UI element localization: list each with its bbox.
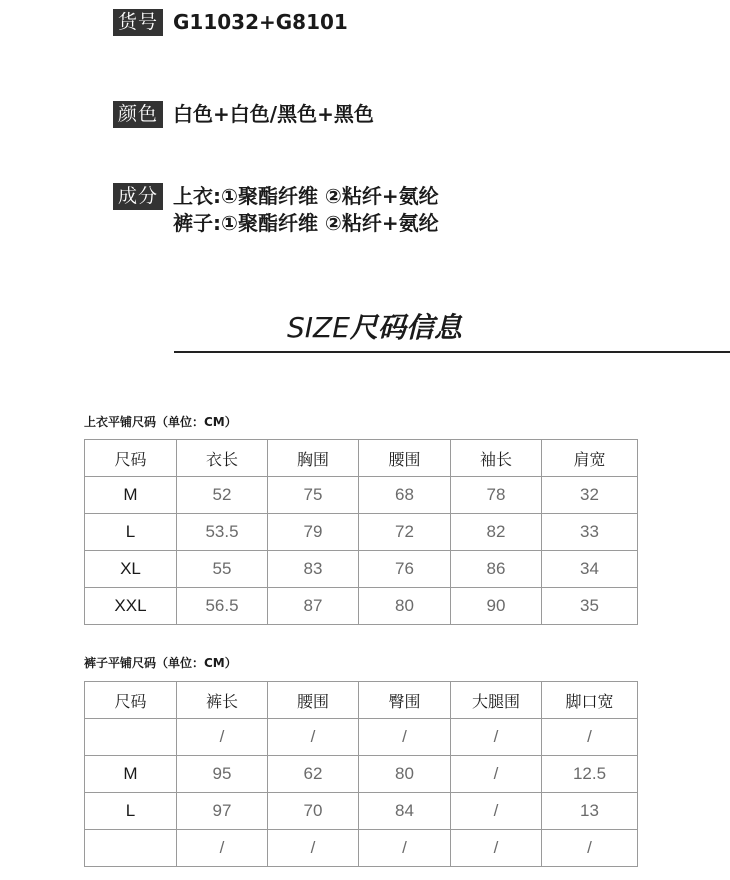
measurement-cell: 55 <box>177 551 268 588</box>
measurement-cell: 80 <box>359 588 451 625</box>
table-header-cell: 臀围 <box>359 682 451 719</box>
measurement-cell: 62 <box>268 756 359 793</box>
measurement-cell: / <box>177 830 268 867</box>
product-material-row <box>113 183 439 237</box>
table-row <box>85 793 638 830</box>
table-header-cell: 腰围 <box>359 440 451 477</box>
size-label-cell: M <box>85 756 177 793</box>
measurement-cell: 68 <box>359 477 451 514</box>
product-material-label: 成分 <box>113 183 163 210</box>
table-header-cell: 胸围 <box>268 440 359 477</box>
title-divider <box>174 351 730 353</box>
top-table-caption: 上衣平铺尺码（单位：CM） <box>84 415 237 429</box>
measurement-cell: 52 <box>177 477 268 514</box>
product-code-row <box>113 9 348 36</box>
measurement-cell: 32 <box>542 477 638 514</box>
measurement-cell: 95 <box>177 756 268 793</box>
measurement-cell: 90 <box>451 588 542 625</box>
product-color-value: 白色+白色/黑色+黑色 <box>173 102 374 126</box>
measurement-cell: / <box>451 793 542 830</box>
product-code-label: 货号 <box>113 9 163 36</box>
measurement-cell: 87 <box>268 588 359 625</box>
table-row <box>85 588 638 625</box>
measurement-cell: / <box>359 719 451 756</box>
size-title-zh: 尺码信息 <box>349 311 462 344</box>
table-header-cell: 衣长 <box>177 440 268 477</box>
measurement-cell: / <box>451 756 542 793</box>
size-label-cell: M <box>85 477 177 514</box>
measurement-cell: 80 <box>359 756 451 793</box>
table-header-cell: 脚口宽 <box>542 682 638 719</box>
table-row <box>85 756 638 793</box>
material-pants-value: 裤子:①聚酯纤维 ②粘纤+氨纶 <box>173 211 439 235</box>
measurement-cell: 53.5 <box>177 514 268 551</box>
size-label-cell: XL <box>85 551 177 588</box>
measurement-cell: / <box>542 830 638 867</box>
table-row <box>85 477 638 514</box>
measurement-cell: 70 <box>268 793 359 830</box>
size-label-cell: L <box>85 793 177 830</box>
measurement-cell: 56.5 <box>177 588 268 625</box>
product-color-label: 颜色 <box>113 101 163 128</box>
measurement-cell: 76 <box>359 551 451 588</box>
measurement-cell: / <box>542 719 638 756</box>
size-label-cell <box>85 719 177 756</box>
table-header-cell: 尺码 <box>85 682 177 719</box>
measurement-cell: 82 <box>451 514 542 551</box>
measurement-cell: 75 <box>268 477 359 514</box>
measurement-cell: / <box>451 719 542 756</box>
measurement-cell: / <box>359 830 451 867</box>
table-header-row <box>85 682 638 719</box>
measurement-cell: 78 <box>451 477 542 514</box>
table-row <box>85 830 638 867</box>
top-size-table <box>84 439 638 625</box>
product-color-row <box>113 101 374 128</box>
measurement-cell: 79 <box>268 514 359 551</box>
table-header-cell: 尺码 <box>85 440 177 477</box>
size-section-title <box>287 308 462 348</box>
measurement-cell: 84 <box>359 793 451 830</box>
pants-size-table <box>84 681 638 867</box>
table-header-cell: 腰围 <box>268 682 359 719</box>
size-label-cell: XXL <box>85 588 177 625</box>
measurement-cell: / <box>451 830 542 867</box>
product-material-values <box>163 183 439 237</box>
measurement-cell: 35 <box>542 588 638 625</box>
measurement-cell: 83 <box>268 551 359 588</box>
measurement-cell: 97 <box>177 793 268 830</box>
size-label-cell: L <box>85 514 177 551</box>
table-header-cell: 大腿围 <box>451 682 542 719</box>
table-header-cell: 肩宽 <box>542 440 638 477</box>
measurement-cell: 34 <box>542 551 638 588</box>
measurement-cell: 72 <box>359 514 451 551</box>
table-header-cell: 裤长 <box>177 682 268 719</box>
measurement-cell: 13 <box>542 793 638 830</box>
measurement-cell: / <box>268 830 359 867</box>
measurement-cell: 33 <box>542 514 638 551</box>
material-top-value: 上衣:①聚酯纤维 ②粘纤+氨纶 <box>173 184 439 208</box>
size-label-cell <box>85 830 177 867</box>
table-header-cell: 袖长 <box>451 440 542 477</box>
measurement-cell: / <box>177 719 268 756</box>
product-code-value: G11032+G8101 <box>173 10 348 34</box>
table-row <box>85 514 638 551</box>
table-header-row <box>85 440 638 477</box>
pants-table-caption: 裤子平铺尺码（单位：CM） <box>84 656 237 670</box>
measurement-cell: / <box>268 719 359 756</box>
size-title-en: SIZE <box>287 311 350 344</box>
table-row <box>85 719 638 756</box>
table-row <box>85 551 638 588</box>
measurement-cell: 86 <box>451 551 542 588</box>
measurement-cell: 12.5 <box>542 756 638 793</box>
